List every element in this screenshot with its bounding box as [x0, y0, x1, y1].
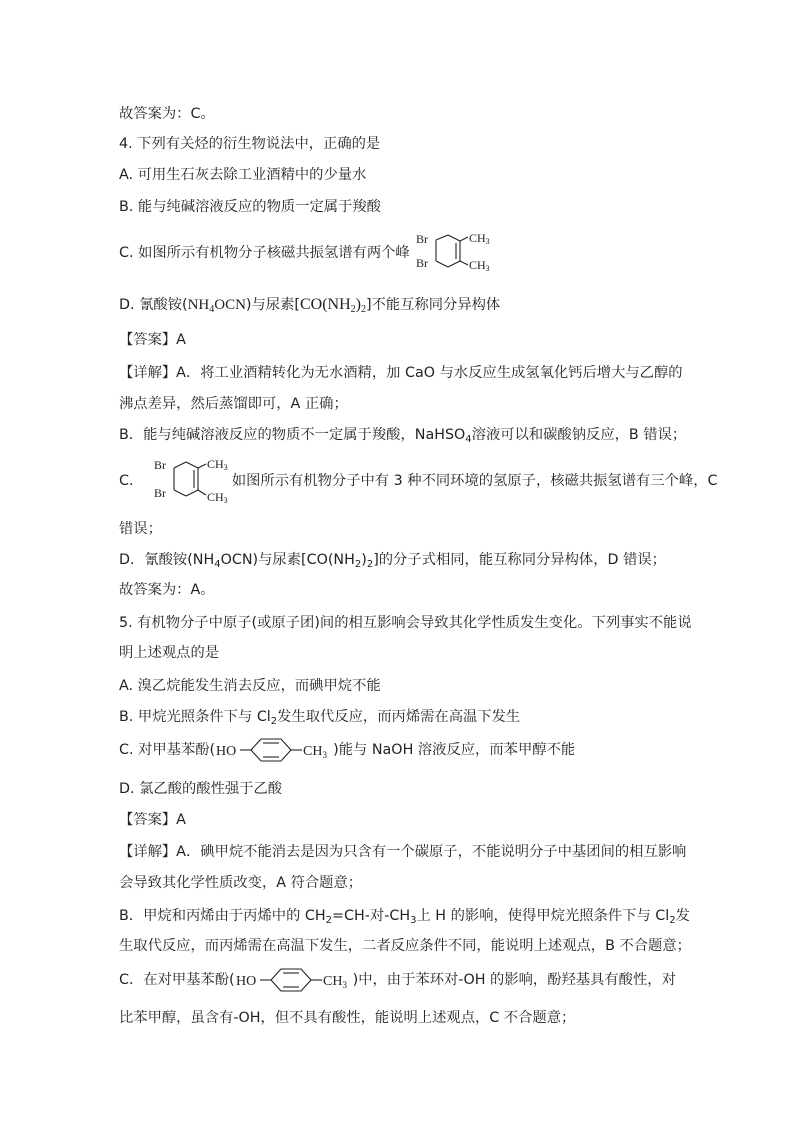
ho-label-2: HO: [235, 974, 256, 989]
p-cresol-structure-2: [235, 964, 353, 996]
svg-text:CH3: $CH_3$: [322, 974, 347, 990]
q4-explain-a-1: 【详解】A．将工业酒精转化为无水酒精，加 CaO 与水反应生成氢氧化钙后增大与乙醇的: [119, 365, 683, 381]
q4-explain-c-text: 如图所示有机物分子中有 3 种不同环境的氢原子，核磁共振氢谱有三个峰，C: [231, 473, 718, 489]
svg-text:CH3: CH3: [469, 231, 490, 246]
q4-option-c: [119, 231, 498, 275]
q4-explain-a-2: 沸点差异，然后蒸馏即可，A 正确；: [119, 396, 348, 412]
q5-explain-b-text-4: 发: [675, 908, 690, 924]
question-4-stem: 4. 下列有关烃的衍生物说法中，正确的是: [119, 136, 381, 152]
p-cresol-structure: [215, 734, 333, 766]
q5-explain-c-text-2: )中，由于苯环对-OH 的影响，酚羟基具有酸性，对: [352, 972, 676, 988]
ch3-label-6: CH: [322, 974, 343, 989]
q4-explain-c-label: C．: [119, 473, 144, 489]
q4-option-b: B. 能与纯碱溶液反应的物质一定属于羧酸: [119, 199, 381, 215]
q4-d-text-1: D. 氰酸铵(: [119, 297, 188, 313]
q5-option-b-text-1: B. 甲烷光照条件下与 Cl: [119, 709, 271, 725]
q5-explain-c-1: [119, 962, 676, 998]
q5-option-d: D. 氯乙酸的酸性强于乙酸: [119, 781, 283, 797]
q4-d-text-3: ]不能互称同分异构体: [365, 297, 501, 313]
dibromo-dimethylcyclohexene-structure-2: [148, 455, 232, 507]
q5-explain-a-1: 【详解】A．碘甲烷不能消去是因为只含有一个碳原子，不能说明分子中基团间的相互影响: [119, 844, 687, 860]
q4-option-c-text: C. 如图所示有机物分子核磁共振氢谱有两个峰: [119, 245, 410, 261]
q4-answer: 【答案】A: [119, 332, 186, 348]
ch3-label-5: CH: [303, 744, 323, 759]
q4-explain-c-2: 错误；: [119, 521, 162, 537]
br-label-2: Br: [416, 256, 429, 270]
ch3-label-4: CH: [206, 490, 224, 504]
ch3-label-3: CH: [206, 457, 224, 471]
q5-explain-b-1: B．甲烷和丙烯由于丙烯中的 $CH_2=CH-$对$-CH_3$上 H 的影响，使得甲烷光照条件下与 $Cl_2$发: [119, 908, 690, 926]
q4-explain-d-text-1: D．氰酸铵(NH: [119, 552, 215, 568]
q5-option-c-text-1: C. 对甲基苯酚(: [119, 742, 216, 758]
nh4ocn-formula: $NH_4OCN$: [187, 297, 246, 315]
q4-conclusion: 故答案为：A。: [119, 582, 215, 598]
q4-option-a: A. 可用生石灰去除工业酒精中的少量水: [119, 167, 367, 183]
br-label-4: Br: [153, 486, 166, 500]
answer-line-prev: 故答案为：C。: [119, 106, 215, 122]
br-label-3: Br: [153, 458, 166, 472]
q4-explain-d-text-2: OCN)与尿素[CO(NH: [220, 552, 355, 568]
q5-explain-a-2: 会导致其化学性质改变，A 符合题意；: [119, 875, 363, 891]
svg-text:CH3: CH3: [206, 457, 228, 472]
dibromo-dimethylcyclohexene-structure: [414, 231, 498, 275]
q5-option-b: B. 甲烷光照条件下与 $Cl_2$发生取代反应，而丙烯需在高温下发生: [119, 709, 521, 727]
q4-explain-d: D．氰酸铵$(NH_4OCN)$与尿素$[CO(NH_2)_2]$的分子式相同，能互称同分异构体，D 错误；: [119, 552, 666, 570]
svg-text:CH3: $CH_3$: [303, 744, 328, 760]
q4-explain-c: [119, 455, 718, 507]
ch3-label-1: CH: [469, 231, 486, 245]
q4-explain-b-text-2: 溶液可以和碳酸钠反应，B 错误；: [471, 427, 687, 443]
q4-explain-d-text-3: ]的分子式相同，能互称同分异构体，D 错误；: [373, 552, 666, 568]
q5-explain-b-text-3: 上 H 的影响，使得甲烷光照条件下与 Cl: [416, 908, 670, 924]
ch3-label-2: CH: [469, 258, 486, 272]
question-5-stem-1: 5. 有机物分子中原子(或原子团)间的相互影响会导致其化学性质发生变化。下列事实不能说: [119, 615, 692, 631]
q4-explain-b: B．能与纯碱溶液反应的物质不一定属于羧酸，NaHSO$_4$溶液可以和碳酸钠反应，B 错误；: [119, 427, 687, 445]
q5-option-b-text-2: 发生取代反应，而丙烯需在高温下发生: [277, 709, 521, 725]
q4-explain-b-text-1: B．能与纯碱溶液反应的物质不一定属于羧酸，NaHSO: [119, 427, 466, 443]
q5-explain-c-2: 比苯甲醇，虽含有-OH，但不具有酸性，能说明上述观点，C 不合题意；: [119, 1010, 576, 1026]
svg-text:CH3: CH3: [206, 490, 228, 505]
q4-option-d: [119, 295, 500, 315]
q5-answer: 【答案】A: [119, 812, 186, 828]
question-5-stem-2: 明上述观点的是: [119, 645, 220, 661]
ho-label: HO: [216, 744, 237, 759]
br-label-1: Br: [416, 232, 429, 246]
q5-option-c: [119, 732, 575, 768]
q5-option-a: A. 溴乙烷能发生消去反应，而碘甲烷不能: [119, 678, 381, 694]
q4-d-text-2: )与尿素[: [245, 297, 300, 313]
q5-explain-b-text-2: =CH-对-CH: [332, 908, 411, 924]
q5-explain-b-text-1: B．甲烷和丙烯由于丙烯中的 CH: [119, 908, 326, 924]
svg-text:CH3: CH3: [469, 258, 490, 273]
q5-option-c-text-2: )能与 NaOH 溶液反应，而苯甲醇不能: [333, 742, 576, 758]
q5-explain-c-text-1: C．在对甲基苯酚(: [119, 972, 235, 988]
urea-formula: $CO(NH_2)_2$: [299, 296, 366, 315]
q5-explain-b-2: 生取代反应，而丙烯需在高温下发生，二者反应条件不同，能说明上述观点，B 不合题意；: [119, 938, 691, 954]
